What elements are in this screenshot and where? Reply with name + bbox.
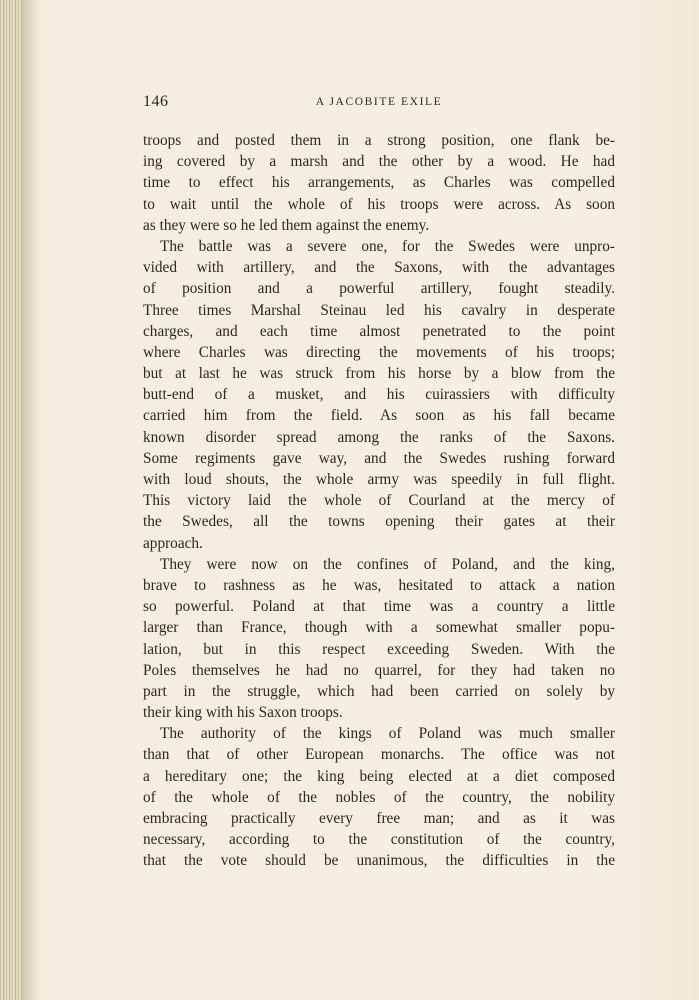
text-line: with loud shouts, the whole army was speedily in full flight. <box>143 471 615 488</box>
running-title: A JACOBITE EXILE <box>315 96 443 108</box>
text-line: where Charles was directing the movements of his troops; <box>143 343 615 361</box>
text-line: time to effect his arrangements, as Charles was compelled <box>143 174 615 192</box>
text-line: larger than France, though with a somewhat smaller popu- <box>143 619 615 637</box>
text-line: but at last he was struck from his horse by a blow from the <box>143 365 615 383</box>
text-line: charges, and each time almost penetrated to the point <box>143 322 615 340</box>
text-line: a hereditary one; the king being elected at a diet composed <box>143 767 615 785</box>
text-line: known disorder spread among the ranks of the Saxons. <box>143 428 615 446</box>
gutter-shadow <box>22 0 40 1000</box>
text-line: approach. <box>143 534 203 552</box>
text-line: This victory laid the whole of Courland at the mercy of <box>143 492 615 510</box>
page-binding <box>0 0 22 1000</box>
text-line: of the whole of the nobles of the country, the nobility <box>143 788 615 806</box>
text-line: embracing practically every free man; and as it was <box>143 810 615 827</box>
text-line: ing covered by a marsh and the other by a wood. He had <box>143 153 615 171</box>
text-line: The battle was a severe one, for the Swedes were unpro- <box>160 237 615 255</box>
text-line: Three times Marshal Steinau led his cavalry in desperate <box>143 301 615 319</box>
page-number: 146 <box>143 93 169 110</box>
text-line: The authority of the kings of Poland was much smaller <box>160 725 615 743</box>
text-line: necessary, according to the constitution of the country, <box>143 831 615 849</box>
page-header <box>143 93 615 115</box>
text-line: brave to rashness as he was, hesitated to attack a nation <box>143 576 615 594</box>
text-line: Some regiments gave way, and the Swedes rushing forward <box>143 449 615 467</box>
text-line: as they were so he led them against the enemy. <box>143 216 430 234</box>
text-line: butt-end of a musket, and his cuirassiers with difficulty <box>143 386 615 404</box>
text-line: troops and posted them in a strong position, one flank be- <box>143 132 615 149</box>
text-line: to wait until the whole of his troops were across. As soon <box>143 195 615 213</box>
text-line: than that of other European monarchs. The office was not <box>143 746 615 764</box>
text-line: carried him from the field. As soon as his fall became <box>143 407 615 425</box>
body-text <box>143 130 615 872</box>
text-line: They were now on the confines of Poland, and the king, <box>160 555 615 573</box>
text-line: their king with his Saxon troops. <box>143 704 343 722</box>
text-line: lation, but in this respect exceeding Sweden. With the <box>143 640 615 658</box>
text-line: vided with artillery, and the Saxons, with the advantages <box>143 259 615 277</box>
text-line: that the vote should be unanimous, the difficulties in the <box>143 852 615 870</box>
text-line: so powerful. Poland at that time was a country a little <box>143 598 615 616</box>
text-line: of position and a powerful artillery, fought steadily. <box>143 280 615 298</box>
text-line: Poles themselves he had no quarrel, for they had taken no <box>143 661 615 679</box>
text-line: part in the struggle, which had been carried on solely by <box>143 682 615 700</box>
text-line: the Swedes, all the towns opening their gates at their <box>143 513 615 531</box>
